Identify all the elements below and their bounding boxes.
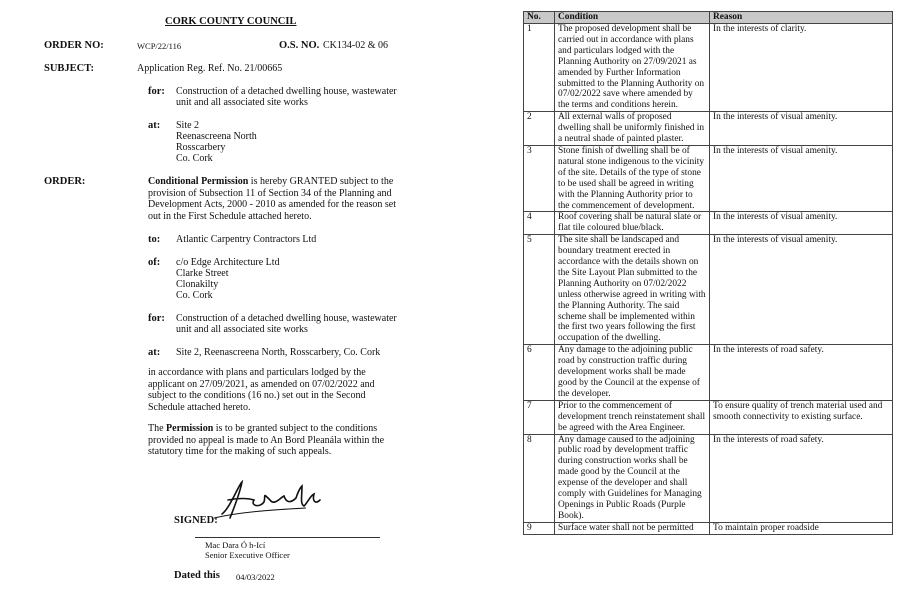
for-text-line: unit and all associated site works [176,97,308,108]
condition-reason: To ensure quality of trench material used and smooth connectivity to existing surface. [710,400,893,434]
at2-label: at: [148,347,161,358]
condition-number: 8 [524,434,555,522]
order-no-label: ORDER NO: [44,40,104,51]
at2-value: Site 2, Reenascreena North, Rosscarbery, Co. Cork [176,347,381,358]
condition-reason: In the interests of road safety. [710,345,893,401]
condition-text: Surface water shall not be permitted [555,522,710,534]
table-row [524,345,893,401]
condition-reason: In the interests of visual amenity. [710,212,893,235]
to-label: to: [148,234,161,245]
conditions-table [523,11,893,535]
address-line: Site 2 [176,120,200,131]
header-reason: Reason [710,12,893,24]
for-label: for: [148,86,165,97]
header-condition: Condition [555,12,710,24]
permission-paragraph [148,423,398,458]
dated-label: Dated this [174,570,220,581]
address-line: Rosscarbery [176,142,226,153]
dated-value: 04/03/2022 [236,572,275,582]
permission-pre: The [148,423,164,434]
condition-number: 9 [524,522,555,534]
condition-text: Prior to the commencement of development trench reinstatement shall be agreed with the Area Engineer. [555,400,710,434]
order-bold: Conditional Permission [148,176,249,187]
condition-reason: In the interests of road safety. [710,434,893,522]
subject-value: Application Reg. Ref. No. 21/00665 [137,63,283,74]
table-row [524,112,893,146]
signature-image [210,478,330,523]
condition-reason: In the interests of clarity. [710,24,893,112]
signatory-title: Senior Executive Officer [205,550,290,560]
condition-text: Roof covering shall be natural slate or flat tile coloured blue/black. [555,212,710,235]
of-line: Clarke Street [176,268,229,279]
table-row [524,145,893,211]
condition-number: 2 [524,112,555,146]
of-label: of: [148,257,161,268]
signatory-name: Mac Dara Ó h-Icí [205,540,266,550]
for2-label: for: [148,313,165,324]
address-line: Co. Cork [176,153,213,164]
condition-number: 7 [524,400,555,434]
order-text: is hereby GRANTED subject to the provision of Subsection 11 of Section 34 of the Planning and Development Acts, 2000 - 2010 as amended for the reason set out in the First Schedule attached hereto. [148,176,396,222]
header-no: No. [524,12,555,24]
condition-number: 3 [524,145,555,211]
table-header-row [524,12,893,24]
table-row [524,235,893,345]
subject-label: SUBJECT: [44,63,94,74]
for2-text-line: Construction of a detached dwelling house, wastewater [176,313,397,324]
address-line: Reenascreena North [176,131,257,142]
of-line: c/o Edge Architecture Ltd [176,257,280,268]
of-line: Clonakilty [176,279,219,290]
order-paragraph [148,176,398,222]
condition-number: 5 [524,235,555,345]
condition-text: The proposed development shall be carried out in accordance with plans and particulars lodged with the Planning Authority on 27/09/2021 as amended by Further Information submitted to the Planning Authority on 07/02/2022 save where amended by the terms and conditions herein. [555,24,710,112]
condition-number: 1 [524,24,555,112]
table-row [524,434,893,522]
os-no-label: O.S. NO. [279,40,320,51]
for-text-line: Construction of a detached dwelling house, wastewater [176,86,397,97]
signed-label: SIGNED: [174,515,218,526]
condition-text: Any damage caused to the adjoining public road by development traffic during construction works shall be made good by the Council at the expense of the developer and shall comply with Guidelines for Managing Openings in Public Roads (Purple Book). [555,434,710,522]
council-title: CORK COUNTY COUNCIL [165,16,297,27]
permission-post: is to be granted subject to the conditions provided no appeal is made to An Bord Pleanála within the statutory time for the making of such appeals. [148,423,385,458]
condition-number: 4 [524,212,555,235]
table-row [524,522,893,534]
condition-text: The site shall be landscaped and boundary treatment erected in accordance with the details shown on the Site Layout Plan submitted to the Planning Authority on 07/02/2022 unless otherwise agreed in writing with the Planning Authority. The said scheme shall be implemented within the first two years following the first occupation of the dwelling. [555,235,710,345]
condition-number: 6 [524,345,555,401]
table-row [524,212,893,235]
table-row [524,24,893,112]
to-value: Atlantic Carpentry Contractors Ltd [176,234,317,245]
accordance-paragraph: in accordance with plans and particulars lodged by the applicant on 27/09/2021, as amended on 07/02/2022 and subject to the conditions (16 no.) set out in the Second Schedule attached hereto. [148,367,375,413]
of-line: Co. Cork [176,290,213,301]
condition-reason: To maintain proper roadside [710,522,893,534]
condition-reason: In the interests of visual amenity. [710,235,893,345]
condition-text: Any damage to the adjoining public road by construction traffic during development works shall be made good by the Council at the expense of the developer. [555,345,710,401]
condition-text: Stone finish of dwelling shall be of natural stone indigenous to the vicinity of the site. Details of the type of stone to be used shall be agreed in writing with the Planning Authority prior to the commencement of development. [555,145,710,211]
for2-text-line: unit and all associated site works [176,324,308,335]
permission-bold: Permission [166,423,214,434]
signature-line [195,537,380,538]
condition-reason: In the interests of visual amenity. [710,112,893,146]
order-label: ORDER: [44,176,86,187]
order-page [0,0,450,600]
at-label: at: [148,120,161,131]
table-row [524,400,893,434]
condition-text: All external walls of proposed dwelling shall be uniformly finished in a neutral shade of painted plaster. [555,112,710,146]
condition-reason: In the interests of visual amenity. [710,145,893,211]
conditions-page [451,0,901,600]
os-no-value: CK134-02 & 06 [323,40,388,51]
order-no-value: WCP/22/116 [137,41,182,51]
